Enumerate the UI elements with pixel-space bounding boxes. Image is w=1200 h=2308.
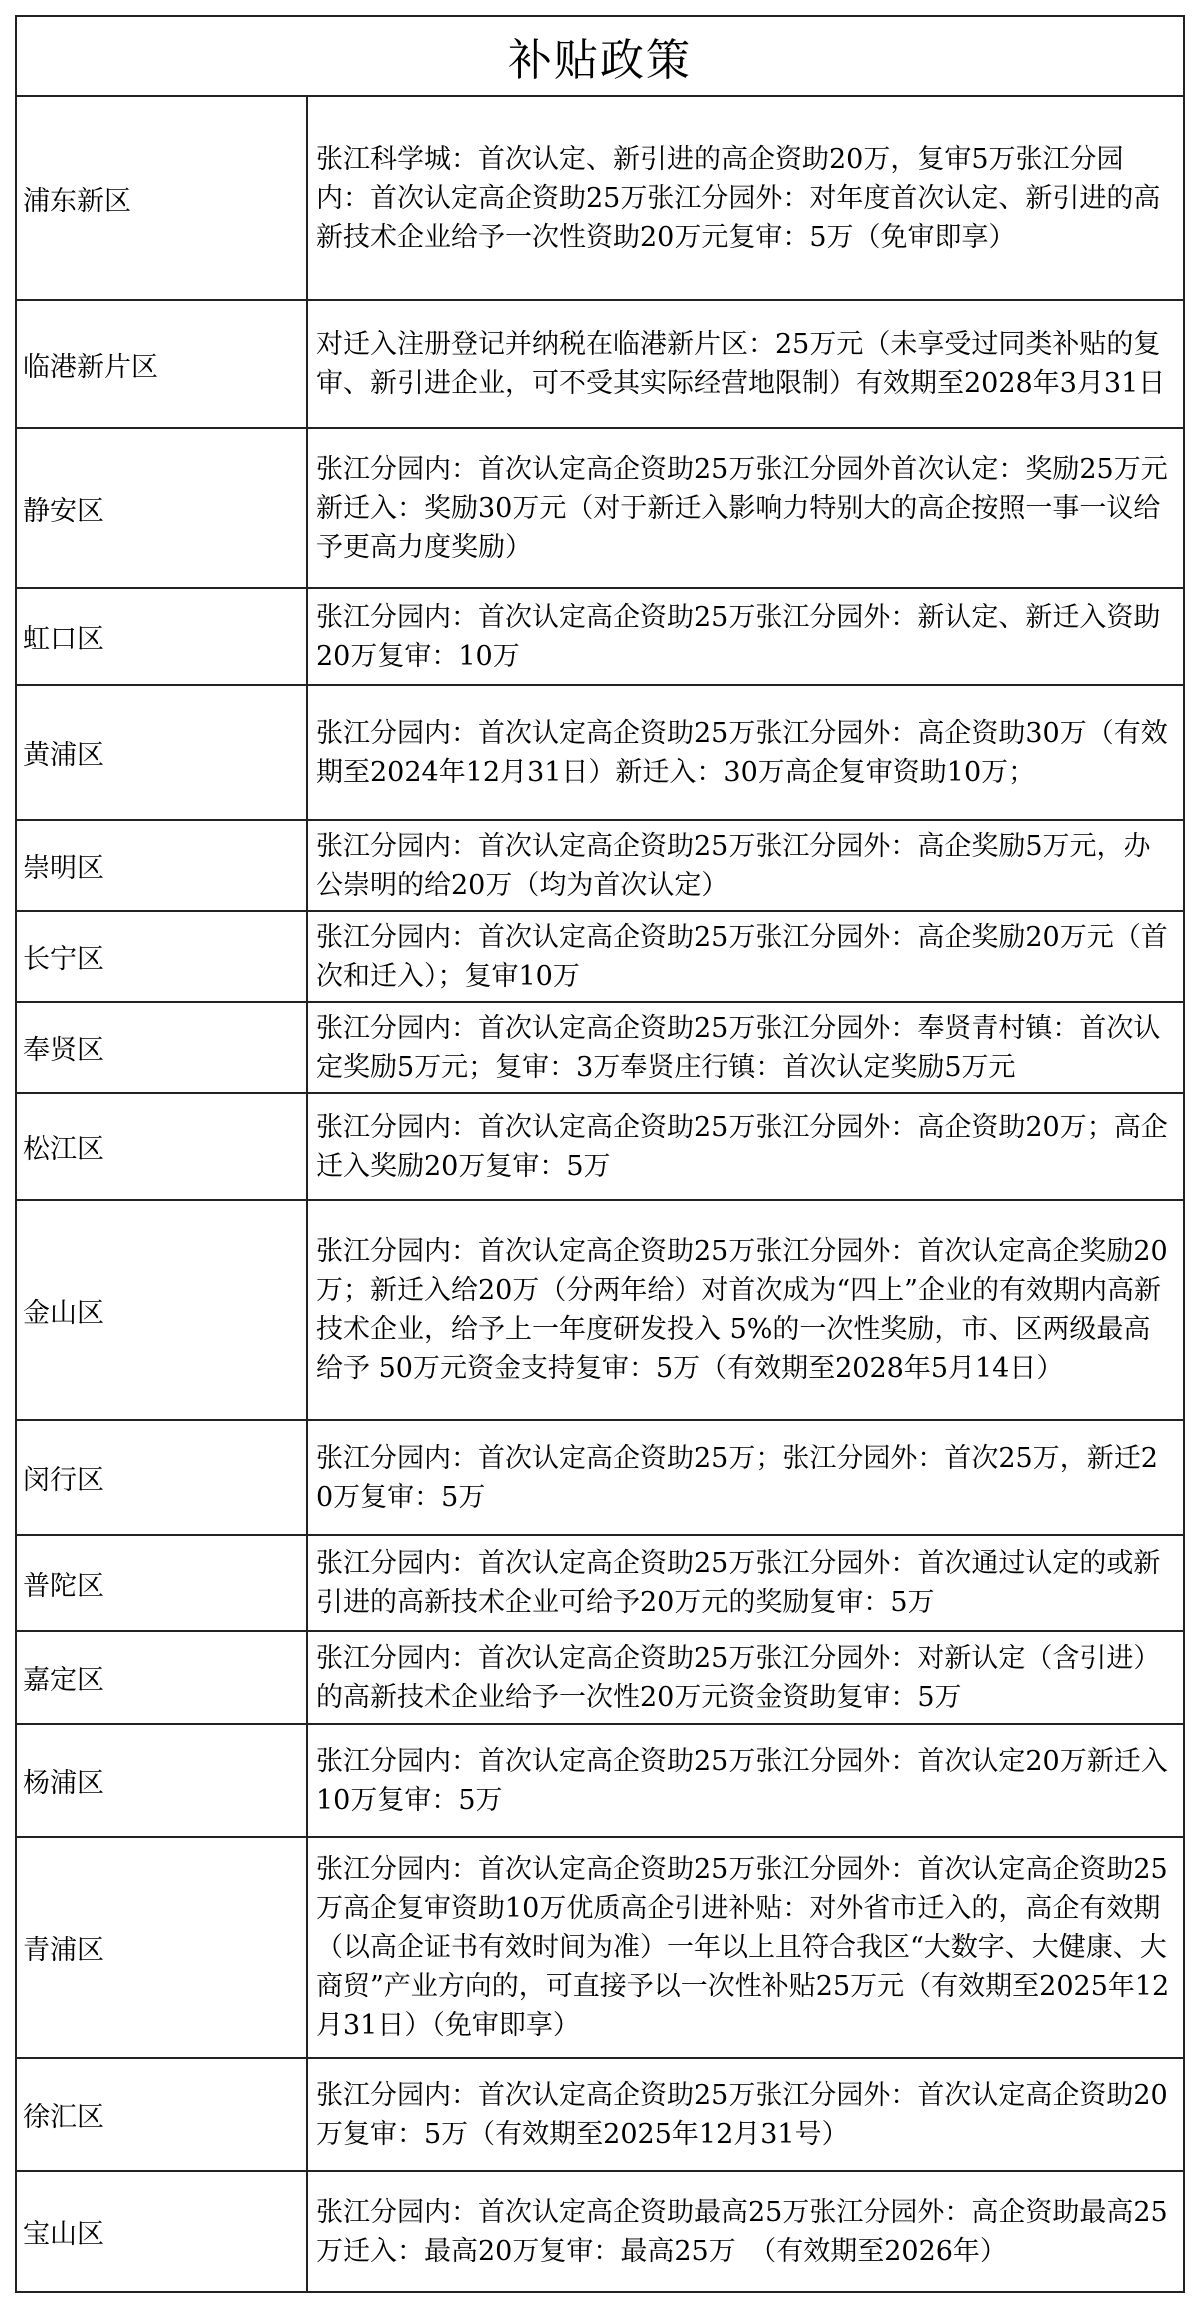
policy-text: 张江分园内：首次认定高企资助25万张江分园外：高企奖励5万元，办公崇明的给20万（均为首次认定） (316, 830, 1151, 901)
table-row (17, 1094, 1183, 1201)
policy-text: 张江分园内：首次认定高企资助25万张江分园外：首次认定高企奖励20万；新迁入给20万（分两年给）对首次成为“四上”企业的有效期内高新技术企业，给予上一年度研发投入 5%的一次性奖励，市、区两级最高给予 50万元资金支持复审：5万（有效期至2028年5月14日） (316, 1236, 1168, 1384)
district-name: 虹口区 (17, 589, 308, 684)
policy-text: 张江分园内：首次认定高企资助25万张江分园外：高企资助20万；高企迁入奖励20万复审：5万 (316, 1111, 1168, 1182)
district-name: 普陀区 (17, 1536, 308, 1630)
policy-text: 对迁入注册登记并纳税在临港新片区：25万元（未享受过同类补贴的复审、新引进企业，可不受其实际经营地限制）有效期至2028年3月31日 (316, 329, 1166, 399)
district-name: 徐汇区 (17, 2059, 308, 2170)
table-row (17, 912, 1183, 1003)
district-name: 奉贤区 (17, 1003, 308, 1092)
policy-text: 张江分园内：首次认定高企资助25万张江分园外首次认定：奖励25万元新迁入：奖励30万元（对于新迁入影响力特别大的高企按照一事一议给予更高力度奖励） (316, 453, 1168, 563)
policy-text: 张江分园内：首次认定高企资助25万；张江分园外：首次25万，新迁20万复审：5万 (316, 1442, 1158, 1513)
table-row (17, 1421, 1183, 1536)
table-row (17, 301, 1183, 429)
district-name: 宝山区 (17, 2172, 308, 2291)
policy-text: 张江分园内：首次认定高企资助25万张江分园外：首次认定20万新迁入10万复审：5万 (316, 1745, 1168, 1816)
policy-text: 张江分园内：首次认定高企资助最高25万张江分园外：高企资助最高25万迁入：最高20万复审：最高25万 （有效期至2026年） (316, 2196, 1168, 2267)
district-name: 长宁区 (17, 912, 308, 1001)
table-row (17, 1201, 1183, 1421)
policy-text: 张江分园内：首次认定高企资助25万张江分园外：新认定、新迁入资助20万复审：10万 (316, 601, 1161, 672)
policy-text: 张江分园内：首次认定高企资助25万张江分园外：奉贤青村镇：首次认定奖励5万元；复审：3万奉贤庄行镇：首次认定奖励5万元 (316, 1012, 1161, 1083)
district-name: 松江区 (17, 1094, 308, 1199)
policy-text: 张江科学城：首次认定、新引进的高企资助20万，复审5万张江分园内：首次认定高企资助25万张江分园外：对年度首次认定、新引进的高新技术企业给予一次性资助20万元复审：5万（免审即享） (316, 143, 1161, 253)
district-name: 金山区 (17, 1201, 308, 1419)
table-row (17, 1632, 1183, 1725)
policy-text: 张江分园内：首次认定高企资助25万张江分园外：首次认定高企资助20万复审：5万（有效期至2025年12月31号） (316, 2079, 1168, 2150)
table-row (17, 1536, 1183, 1632)
table-row (17, 1838, 1183, 2059)
table-body (17, 97, 1183, 2291)
table-row (17, 589, 1183, 686)
policy-text: 张江分园内：首次认定高企资助25万张江分园外：高企资助30万（有效期至2024年12月31日）新迁入：30万高企复审资助10万； (316, 717, 1168, 788)
district-name: 浦东新区 (17, 97, 308, 299)
table-row (17, 1725, 1183, 1838)
table-row (17, 2059, 1183, 2172)
policy-text: 张江分园内：首次认定高企资助25万张江分园外：首次认定高企资助25万高企复审资助10万优质高企引进补贴：对外省市迁入的，高企有效期（以高企证书有效时间为准）一年以上且符合我区“大数字、大健康、大商贸”产业方向的，可直接予以一次性补贴25万元（有效期至2025年12月31日）（免审即享） (316, 1854, 1170, 2041)
table-row (17, 686, 1183, 821)
table-row (17, 97, 1183, 301)
district-name: 崇明区 (17, 821, 308, 910)
district-name: 静安区 (17, 429, 308, 587)
table-row (17, 1003, 1183, 1094)
policy-text: 张江分园内：首次认定高企资助25万张江分园外：对新认定（含引进）的高新技术企业给予一次性20万元资金资助复审：5万 (316, 1642, 1161, 1713)
policy-text: 张江分园内：首次认定高企资助25万张江分园外：首次通过认定的或新引进的高新技术企业可给予20万元的奖励复审：5万 (316, 1548, 1161, 1618)
district-name: 青浦区 (17, 1838, 308, 2057)
table-row (17, 429, 1183, 589)
table-row (17, 2172, 1183, 2291)
district-name: 杨浦区 (17, 1725, 308, 1836)
table-title: 补贴政策 (17, 17, 1183, 97)
policy-text: 张江分园内：首次认定高企资助25万张江分园外：高企奖励20万元（首次和迁入）；复审10万 (316, 921, 1168, 992)
district-name: 临港新片区 (17, 301, 308, 427)
policy-table (15, 15, 1185, 2293)
district-name: 黄浦区 (17, 686, 308, 819)
table-row (17, 821, 1183, 912)
district-name: 闵行区 (17, 1421, 308, 1534)
district-name: 嘉定区 (17, 1632, 308, 1723)
